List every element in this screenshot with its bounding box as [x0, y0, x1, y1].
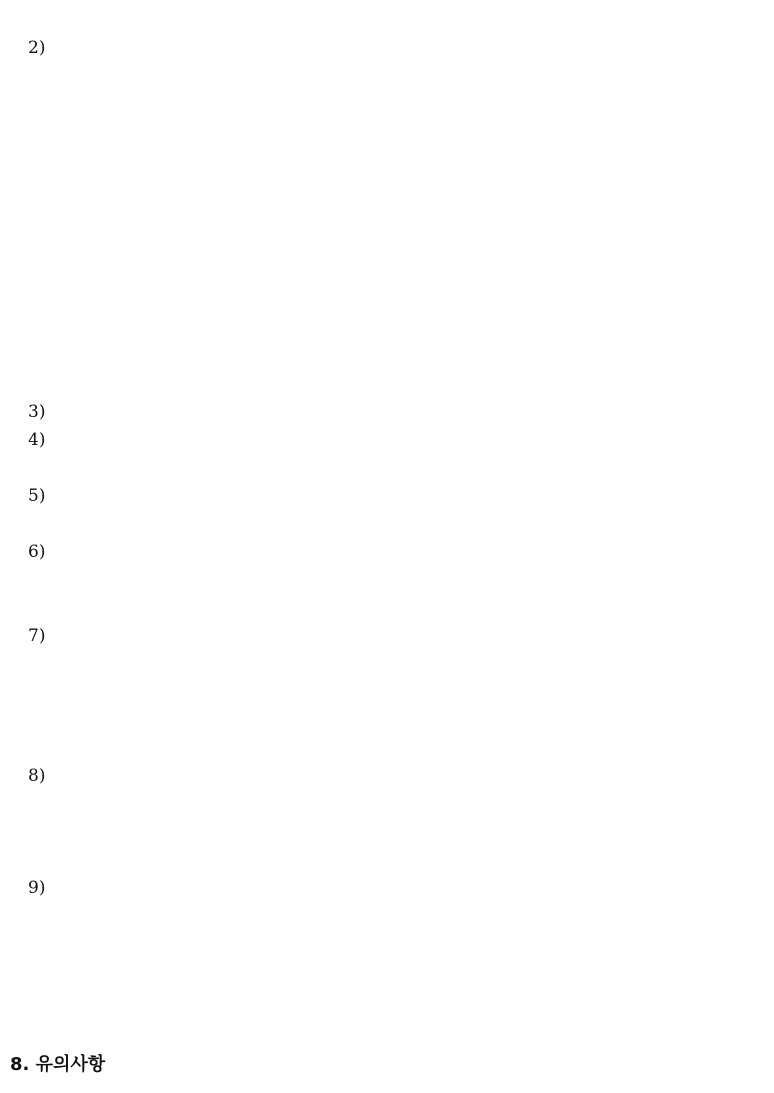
section-heading: 8. 유의사항: [10, 1054, 106, 1075]
list-item-number: 4): [28, 430, 46, 450]
list-item: [28, 874, 758, 902]
list-item-number: 5): [28, 486, 46, 506]
list-item: [28, 482, 758, 510]
list-item: [28, 622, 758, 650]
list-item: [28, 34, 758, 62]
list-item-number: 6): [28, 542, 46, 562]
list-item: [28, 426, 758, 454]
list-item: [28, 398, 758, 426]
list-item-number: 9): [28, 878, 46, 898]
list-item: [28, 762, 758, 790]
list-item: [28, 538, 758, 566]
list-item-number: 7): [28, 626, 46, 646]
list-item-number: 2): [28, 38, 46, 58]
list-item-number: 3): [28, 402, 46, 422]
list-item-number: 8): [28, 766, 46, 786]
